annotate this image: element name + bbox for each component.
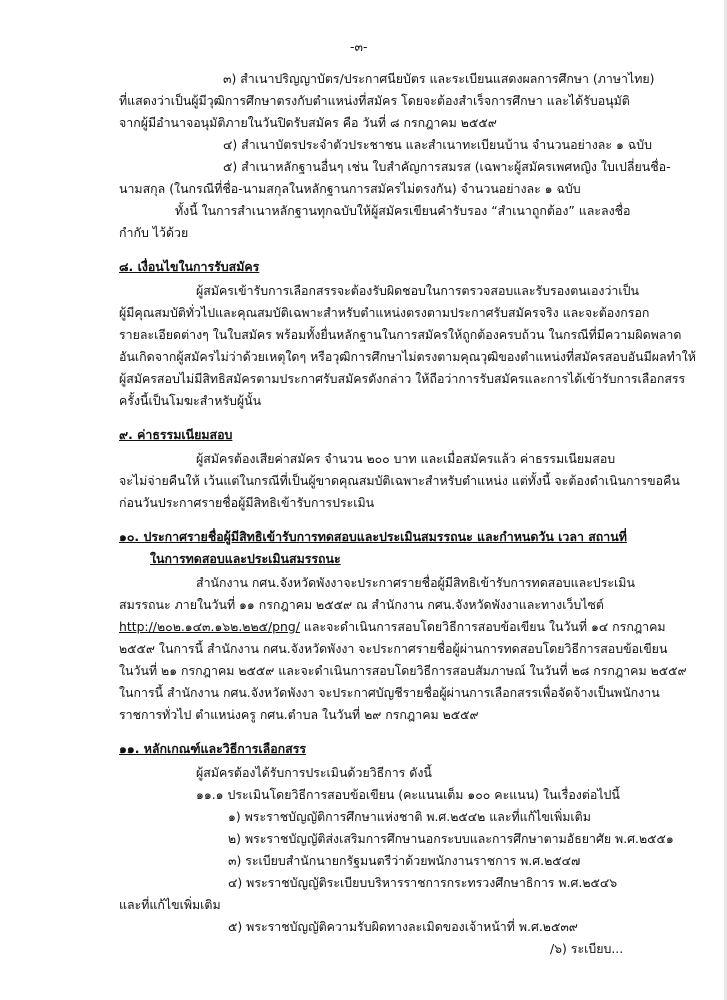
doc-line: จะไม่จ่ายคืนให้ เว้นแต่ในกรณีที่เป็นผู้ขาดคุณสมบัติเฉพาะสำหรับตำแหน่ง แต่ทั้งนี้ จะต้องดำเนินการขอคืน [119, 473, 680, 488]
doc-line: ๑) พระราชบัญญัติการศึกษาแห่งชาติ พ.ศ.๒๕๔๒ และที่แก้ไขเพิ่มเติม [228, 809, 591, 824]
doc-line: สมรรถนะ ภายในวันที่ ๑๑ กรกฎาคม ๒๕๕๙ ณ สำนักงาน กศน.จังหวัดพังงาและทางเว็บไซต์ [119, 597, 604, 612]
website-link[interactable]: http://๒๐๒.๑๔๓.๑๖๒.๒๒๕/png/ [119, 619, 300, 634]
doc-line: รายละเอียดต่างๆ ในใบสมัคร พร้อมทั้งยื่นหลักฐานในการสมัครให้ถูกต้องครบถ้วน ในกรณีที่มีความผิดพลาด [119, 327, 682, 342]
doc-line: ราชการทั่วไป ตำแหน่งครู กศน.ตำบล ในวันที่ ๒๙ กรกฎาคม ๒๕๕๙ [119, 707, 479, 722]
doc-line: ๕) พระราชบัญญัติความรับผิดทางละเมิดของเจ้าหน้าที่ พ.ศ.๒๕๓๙ [228, 919, 578, 934]
doc-line: ที่แสดงว่าเป็นผู้มีวุฒิการศึกษาตรงกับตำแหน่งที่สมัคร โดยจะต้องสำเร็จการศึกษา และได้รับอนุมัติ [119, 93, 630, 108]
doc-line: ผู้สมัครเข้ารับการเลือกสรรจะต้องรับผิดชอบในการตรวจสอบและรับรองตนเองว่าเป็น [196, 283, 639, 298]
section-heading: ๑๐. ประกาศรายชื่อผู้มีสิทธิเข้ารับการทดสอบและประเมินสมรรถนะ และกำหนดวัน เวลา สถานที่ [119, 529, 627, 544]
page-number: -๓- [350, 39, 368, 54]
doc-line: อันเกิดจากผู้สมัครไม่ว่าด้วยเหตุใดๆ หรือวุฒิการศึกษาไม่ตรงตามคุณวุฒิของตำแหน่งที่สมัครสอบอันมีผลทำให้ [119, 349, 696, 364]
doc-line: และที่แก้ไขเพิ่มเติม [119, 897, 221, 912]
doc-line: ครั้งนี้เป็นโมฆะสำหรับผู้นั้น [119, 393, 262, 408]
doc-line: ๓) ระเบียบสำนักนายกรัฐมนตรีว่าด้วยพนักงานราชการ พ.ศ.๒๕๔๗ [228, 853, 581, 868]
section-heading: ๑๑. หลักเกณฑ์และวิธีการเลือกสรร [119, 741, 307, 756]
doc-line: จากผู้มีอำนาจอนุมัติภายในวันปิดรับสมัคร คือ วันที่ ๘ กรกฎาคม ๒๕๕๙ [119, 115, 497, 130]
doc-line: ผู้สมัครสอบไม่มีสิทธิสมัครตามประกาศรับสมัครดังกล่าว ให้ถือว่าการรับสมัครและการได้เข้ารับการเลือกสรร [119, 371, 686, 386]
doc-line: ในวันที่ ๒๑ กรกฎาคม ๒๕๕๙ และจะดำเนินการสอบโดยวิธีการสอบสัมภาษณ์ ในวันที่ ๒๘ กรกฎาคม ๒๕๕๙ [119, 663, 687, 678]
section-heading: ในการทดสอบและประเมินสมรรถนะ [150, 551, 341, 566]
continuation-note: /๖) ระเบียบ... [550, 941, 624, 956]
doc-line: ๕) สำเนาหลักฐานอื่นๆ เช่น ใบสำคัญการสมรส (เฉพาะผู้สมัครเพศหญิง ใบเปลี่ยนชื่อ- [223, 159, 671, 174]
doc-line: ๒๕๕๙ ในการนี้ สำนักงาน กศน.จังหวัดพังงา จะประกาศรายชื่อผู้ผ่านการทดสอบโดยวิธีการสอบข้อเขียน [119, 641, 668, 656]
doc-line: ๔) พระราชบัญญัติระเบียบบริหารราชการกระทรวงศึกษาธิการ พ.ศ.๒๕๔๖ [228, 875, 618, 890]
doc-line: ๔) สำเนาบัตรประจำตัวประชาชน และสำเนาทะเบียนบ้าน จำนวนอย่างละ ๑ ฉบับ [223, 137, 652, 152]
doc-line: สำนักงาน กศน.จังหวัดพังงาจะประกาศรายชื่อผู้มีสิทธิเข้ารับการทดสอบและประเมิน [196, 575, 635, 590]
doc-line: ทั้งนี้ ในการสำเนาหลักฐานทุกฉบับให้ผู้สมัครเขียนคำรับรอง “สำเนาถูกต้อง” และลงชื่อ [175, 203, 631, 218]
doc-line: ๓) สำเนาปริญญาบัตร/ประกาศนียบัตร และระเบียนแสดงผลการศึกษา (ภาษาไทย) [223, 71, 655, 86]
doc-line-tail: และจะดำเนินการสอบโดยวิธีการสอบข้อเขียน ในวันที่ ๑๔ กรกฎาคม [299, 619, 666, 634]
doc-line [119, 617, 666, 637]
doc-line: กำกับ ไว้ด้วย [119, 225, 189, 240]
doc-line: ผู้มีคุณสมบัติทั่วไปและคุณสมบัติเฉพาะสำหรับตำแหน่งตรงตามประกาศรับสมัครจริง และจะต้องกรอก [119, 305, 650, 320]
doc-line: ๑๑.๑ ประเมินโดยวิธีการสอบข้อเขียน (คะแนนเต็ม ๑๐๐ คะแนน) ในเรื่องต่อไปนี้ [196, 787, 620, 802]
doc-line: ในการนี้ สำนักงาน กศน.จังหวัดพังงา จะประกาศบัญชีรายชื่อผู้ผ่านการเลือกสรรเพื่อจัดจ้างเป็นพนักงาน [119, 685, 660, 700]
section-heading: ๘. เงื่อนไขในการรับสมัคร [119, 259, 260, 274]
doc-line: ผู้สมัครต้องเสียค่าสมัคร จำนวน ๒๐๐ บาท และเมื่อสมัครแล้ว ค่าธรรมเนียมสอบ [196, 451, 616, 466]
doc-line: ผู้สมัครต้องได้รับการประเมินด้วยวิธีการ ดังนี้ [196, 765, 432, 780]
doc-line: ก่อนวันประกาศรายชื่อผู้มีสิทธิเข้ารับการประเมิน [119, 495, 375, 510]
doc-line: ๒) พระราชบัญญัติส่งเสริมการศึกษานอกระบบและการศึกษาตามอัธยาศัย พ.ศ.๒๕๕๑ [228, 831, 674, 846]
doc-line: นามสกุล (ในกรณีที่ชื่อ-นามสกุลในหลักฐานการสมัครไม่ตรงกัน) จำนวนอย่างละ ๑ ฉบับ [119, 181, 581, 196]
section-heading: ๙. ค่าธรรมเนียมสอบ [119, 427, 233, 442]
